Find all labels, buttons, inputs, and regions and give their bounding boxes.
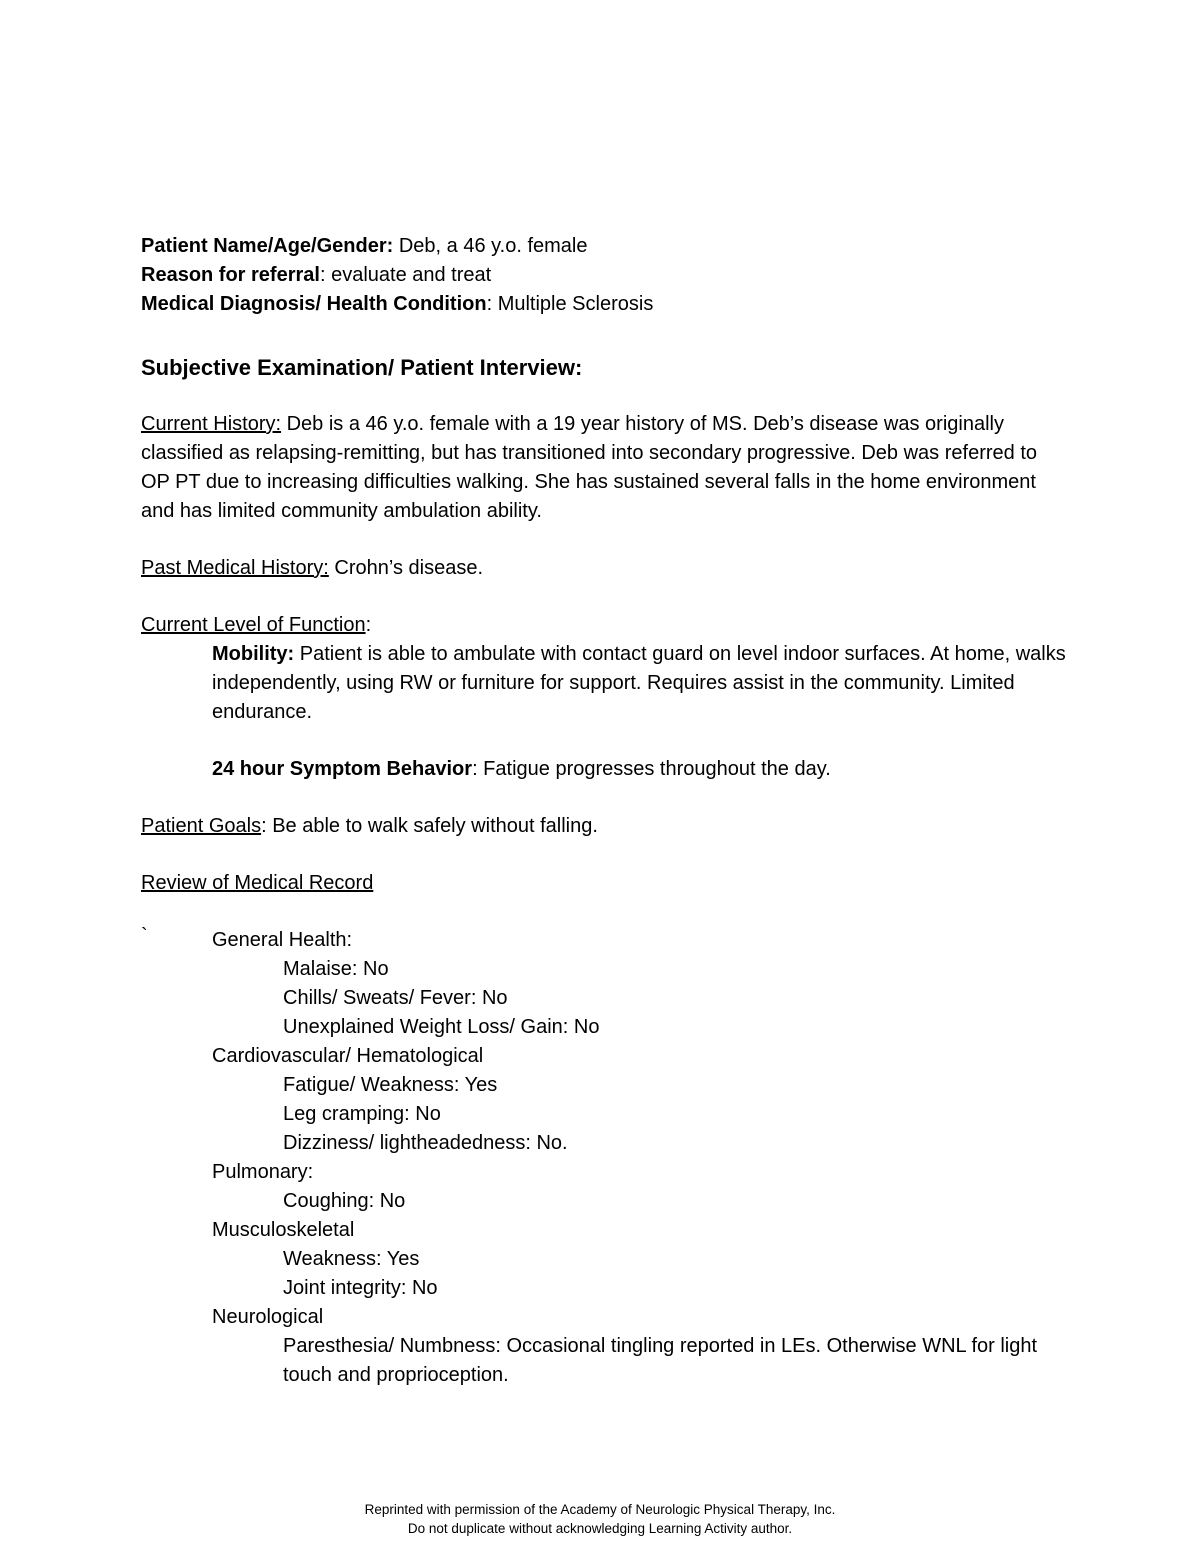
patient-value: Deb, a 46 y.o. female (393, 235, 588, 257)
goals-text: : Be able to walk safely without falling. (261, 815, 598, 837)
neuro-title: Neurological (212, 1306, 324, 1328)
ros-item: Dizziness/ lightheadedness: No. (283, 1132, 568, 1154)
section-title: Subjective Examination/ Patient Interview: (141, 355, 583, 380)
diagnosis-value: : Multiple Sclerosis (486, 293, 654, 315)
past-history (141, 554, 1071, 583)
patient-line (141, 232, 1071, 261)
footer-line-1: Reprinted with permission of the Academy of Neurologic Physical Therapy, Inc. (364, 1502, 836, 1517)
symptom-text: : Fatigue progresses throughout the day. (472, 758, 831, 780)
patient-goals (141, 812, 1071, 841)
function-colon: : (365, 614, 372, 636)
past-history-label: Past Medical History: (141, 557, 329, 579)
ros-item: Weakness: Yes (283, 1248, 420, 1270)
ros-item: Chills/ Sweats/ Fever: No (283, 987, 508, 1009)
ros-item: Malaise: No (283, 958, 389, 980)
symptom-label: 24 hour Symptom Behavior (212, 758, 473, 780)
ros-item: Fatigue/ Weakness: Yes (283, 1074, 498, 1096)
cardio-title: Cardiovascular/ Hematological (212, 1045, 484, 1067)
diagnosis-label: Medical Diagnosis/ Health Condition (141, 293, 487, 315)
current-history-text: Deb is a 46 y.o. female with a 19 year history of MS. Deb’s disease was originally classified as relapsing-remitting, but has transitioned into secondary progressive. Deb was referred to OP PT due to increasing difficulties walking. She has sustained several falls in the home environment and has limited community ambulation ability. (141, 413, 1037, 522)
ros-item: Coughing: No (283, 1190, 406, 1212)
mobility-label: Mobility: (212, 643, 295, 665)
musculo-title: Musculoskeletal (212, 1219, 355, 1241)
referral-value: : evaluate and treat (319, 264, 492, 286)
footer (0, 1500, 1200, 1538)
referral-label: Reason for referral (141, 264, 320, 286)
document-body (141, 232, 1071, 1390)
current-history-label: Current History: (141, 413, 282, 435)
review-label: Review of Medical Record (141, 872, 374, 894)
past-history-text: Crohn’s disease. (328, 557, 484, 579)
general-health-title: ` General Health: (141, 926, 1071, 955)
mobility (141, 640, 1071, 727)
ros-item: Paresthesia/ Numbness: Occasional tingling reported in LEs. Otherwise WNL for light touch and proprioception. (283, 1335, 1038, 1386)
footer-line-2: Do not duplicate without acknowledging Learning Activity author. (407, 1521, 793, 1536)
goals-label: Patient Goals (141, 815, 262, 837)
symptom-behavior (141, 755, 1071, 784)
current-history (141, 410, 1071, 526)
ros-item: Leg cramping: No (283, 1103, 441, 1125)
ros-item: Unexplained Weight Loss/ Gain: No (283, 1016, 600, 1038)
diagnosis-line (141, 290, 1071, 319)
pulmonary-title: Pulmonary: (212, 1161, 314, 1183)
referral-line (141, 261, 1071, 290)
backtick-mark: ` (141, 925, 148, 947)
patient-label: Patient Name/Age/Gender: (141, 235, 394, 257)
function-label: Current Level of Function (141, 614, 366, 636)
ros-item: Joint integrity: No (283, 1277, 438, 1299)
function-heading (141, 611, 1071, 640)
mobility-text: Patient is able to ambulate with contact guard on level indoor surfaces. At home, walks independently, using RW or furniture for support. Requires assist in the community. Limited endurance. (212, 643, 1066, 723)
review-heading (141, 869, 1071, 898)
